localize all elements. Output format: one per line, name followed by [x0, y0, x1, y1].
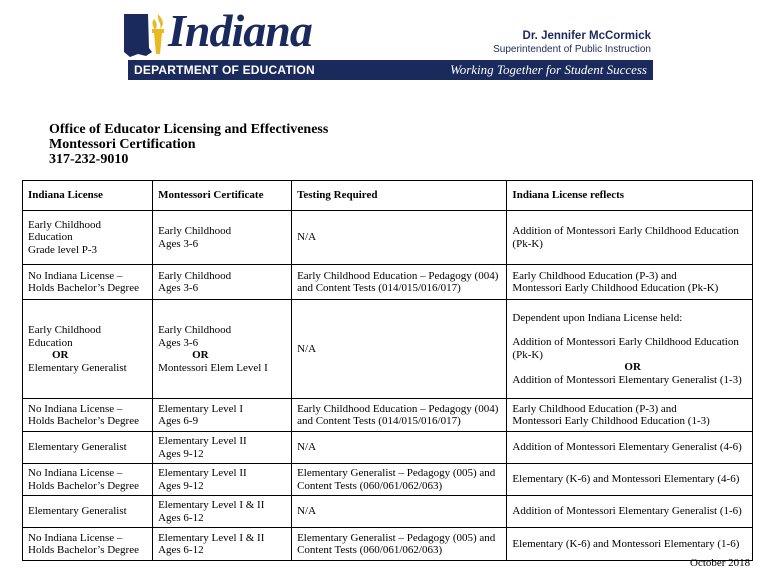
cell-line: N/A: [297, 342, 317, 355]
cell-line: Early Childhood: [158, 324, 232, 336]
cell-line: Early Childhood: [158, 269, 232, 282]
cell-reflects: [507, 265, 753, 300]
cell-line: Ages 6-12: [158, 544, 204, 556]
column-header-testing-required: Testing Required: [292, 181, 507, 211]
document-title: Montessori Certification: [49, 137, 196, 152]
cell-license: [23, 399, 153, 432]
cell-reflects: [507, 432, 753, 464]
cell-line: (Pk-K): [512, 348, 543, 361]
cell-line: Montessori Early Childhood Education (1-3): [512, 415, 710, 427]
cell-line: Content Tests (060/061/062/063): [297, 544, 443, 556]
cell-line: Holds Bachelor’s Degree: [28, 282, 139, 294]
column-header-montessori-certificate: Montessori Certificate: [153, 181, 292, 211]
cell-line: Dependent upon Indiana License held:: [512, 311, 683, 324]
table-row: [23, 464, 753, 496]
cell-line: Early Childhood Education – Pedagogy (004): [297, 402, 499, 415]
cell-license: [23, 464, 153, 496]
superintendent-name: Dr. Jennifer McCormick: [522, 30, 651, 42]
cell-line: No Indiana License –: [28, 402, 123, 415]
cell-line: Holds Bachelor’s Degree: [28, 544, 139, 556]
cell-line: Education: [28, 231, 73, 244]
cell-line: Montessori Early Childhood Education (Pk-K): [512, 282, 719, 294]
cell-certificate: [153, 211, 292, 265]
cell-testing: [292, 211, 507, 265]
cell-certificate: [153, 265, 292, 300]
cell-line: Ages 3-6: [158, 282, 199, 294]
cell-license: [23, 496, 153, 528]
cell-license: [23, 211, 153, 265]
cell-line: Content Tests (060/061/062/063): [297, 479, 443, 492]
cell-line: and Content Tests (014/015/016/017): [297, 282, 461, 294]
cell-license: [23, 528, 153, 561]
cell-line: Elementary Generalist: [28, 505, 127, 518]
cell-certificate: [153, 528, 292, 561]
spacer: [512, 324, 747, 336]
cell-certificate: [153, 464, 292, 496]
office-name: Office of Educator Licensing and Effectiveness: [49, 122, 329, 137]
table-row: [23, 496, 753, 528]
cell-testing: [292, 496, 507, 528]
cell-line: Elementary Generalist – Pedagogy (005) and: [297, 531, 496, 544]
cell-line: Elementary Level I: [158, 402, 243, 415]
cell-line: Early Childhood: [28, 324, 102, 336]
column-header-license-reflects: Indiana License reflects: [507, 181, 753, 211]
cell-line: Elementary Generalist: [28, 441, 127, 454]
table-row: [23, 211, 753, 265]
cell-reflects: [507, 464, 753, 496]
cell-line: No Indiana License –: [28, 467, 123, 479]
cell-line: Elementary Level II: [158, 435, 247, 447]
table-row: [23, 528, 753, 561]
cell-line: (Pk-K): [512, 237, 543, 250]
cell-line: Addition of Montessori Elementary Generalist (1-3): [512, 373, 742, 386]
cell-line: N/A: [297, 505, 317, 518]
cell-line: Elementary (K-6) and Montessori Elementary (1-6): [512, 537, 740, 550]
document-date: October 2018: [690, 557, 751, 569]
superintendent-block: [493, 29, 651, 56]
or-label: OR: [52, 349, 69, 361]
table-row: [23, 432, 753, 464]
or-label: OR: [192, 349, 209, 361]
cell-line: Addition of Montessori Elementary Generalist (4-6): [512, 441, 742, 454]
cell-line: Addition of Montessori Elementary Generalist (1-6): [512, 505, 742, 518]
table-header-row: [23, 181, 753, 211]
cell-line: Early Childhood: [28, 218, 102, 231]
cell-line: Early Childhood Education – Pedagogy (004): [297, 269, 499, 282]
cell-testing: [292, 399, 507, 432]
cell-line: Ages 9-12: [158, 479, 204, 492]
cell-line: Ages 3-6: [158, 237, 199, 250]
office-block: [49, 122, 328, 167]
cell-line: N/A: [297, 231, 317, 244]
cell-line: Addition of Montessori Early Childhood Education: [512, 225, 739, 237]
cell-license: [23, 300, 153, 399]
header-banner: [128, 60, 653, 80]
cell-line: Montessori Elem Level I: [158, 361, 268, 374]
cell-certificate: [153, 432, 292, 464]
table-row: [23, 265, 753, 300]
cell-line: Elementary Generalist – Pedagogy (005) and: [297, 467, 496, 479]
cell-line: Addition of Montessori Early Childhood Education: [512, 336, 739, 349]
cell-line: Elementary Generalist: [28, 361, 127, 374]
cell-line: Ages 3-6: [158, 336, 199, 349]
cell-line: Ages 9-12: [158, 447, 204, 460]
cell-line: Elementary Level II: [158, 467, 247, 479]
cell-line: Ages 6-12: [158, 511, 204, 524]
logo-wordmark: Indiana: [168, 5, 312, 56]
certification-table: [22, 180, 753, 561]
table-row: [23, 300, 753, 399]
superintendent-title: Superintendent of Public Instruction: [493, 44, 651, 55]
cell-reflects: [507, 528, 753, 561]
cell-line: No Indiana License –: [28, 531, 123, 544]
cell-certificate: [153, 496, 292, 528]
cell-testing: [292, 464, 507, 496]
cell-testing: [292, 265, 507, 300]
cell-line: Grade level P-3: [28, 243, 98, 256]
cell-reflects: [507, 496, 753, 528]
cell-testing: [292, 300, 507, 399]
cell-line: Holds Bachelor’s Degree: [28, 415, 139, 427]
cell-certificate: [153, 300, 292, 399]
cell-reflects: [507, 300, 753, 399]
cell-testing: [292, 432, 507, 464]
cell-line: Early Childhood Education (P-3) and: [512, 402, 677, 415]
tagline: Working Together for Student Success: [450, 62, 647, 77]
table-row: [23, 399, 753, 432]
cell-reflects: [507, 211, 753, 265]
cell-line: Elementary Level I & II: [158, 499, 265, 511]
department-name: DEPARTMENT OF EDUCATION: [134, 63, 315, 77]
cell-license: [23, 265, 153, 300]
cell-line: Early Childhood: [158, 225, 232, 237]
cell-reflects: [507, 399, 753, 432]
cell-line: No Indiana License –: [28, 269, 123, 282]
or-label: OR: [624, 361, 641, 374]
cell-line: Holds Bachelor’s Degree: [28, 479, 139, 492]
cell-line: N/A: [297, 441, 317, 454]
cell-line: Education: [28, 336, 73, 349]
cell-line: and Content Tests (014/015/016/017): [297, 415, 461, 427]
cell-testing: [292, 528, 507, 561]
cell-line: Elementary (K-6) and Montessori Elementary (4-6): [512, 473, 740, 486]
office-phone: 317-232-9010: [49, 152, 129, 167]
cell-certificate: [153, 399, 292, 432]
cell-license: [23, 432, 153, 464]
cell-line: Elementary Level I & II: [158, 531, 265, 544]
cell-line: Ages 6-9: [158, 415, 199, 427]
column-header-indiana-license: Indiana License: [23, 181, 153, 211]
cell-line: Early Childhood Education (P-3) and: [512, 269, 677, 282]
